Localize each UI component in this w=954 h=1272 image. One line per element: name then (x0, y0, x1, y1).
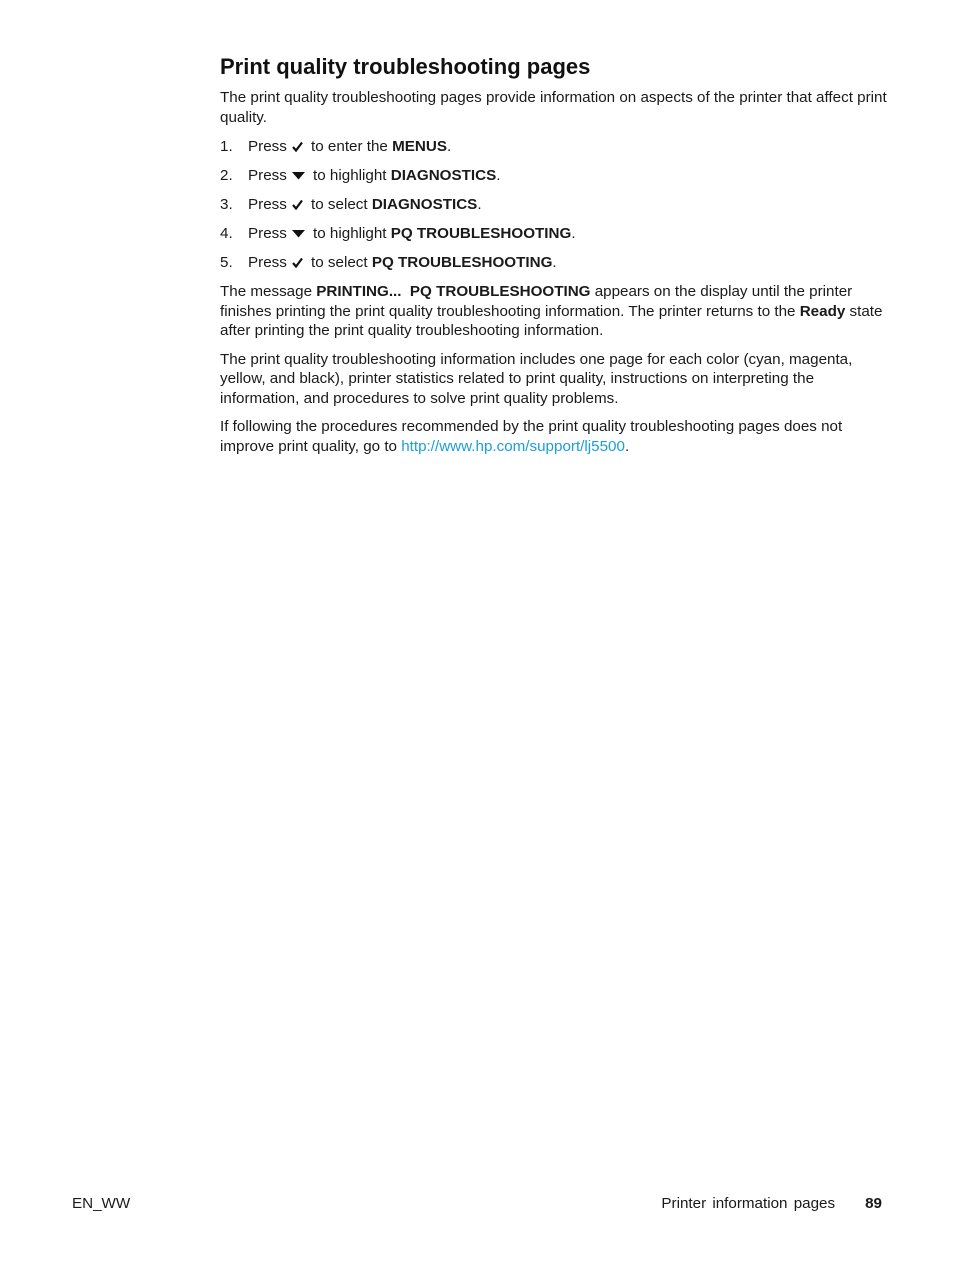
footer-locale: EN_WW (72, 1195, 131, 1212)
footer-section-title: Printer information pages (661, 1195, 836, 1212)
menu-item-name: DIAGNOSTICS (390, 167, 497, 184)
step-text: Press (248, 196, 287, 213)
checkmark-icon (292, 199, 303, 210)
step-text: to highlight (308, 225, 391, 242)
step-number: 5. (220, 254, 233, 271)
checkmark-icon (292, 257, 303, 268)
step-text: to highlight (308, 167, 391, 184)
step-text: Press (248, 167, 287, 184)
list-item: 5. Press to select PQ TROUBLESHOOTING. (220, 254, 557, 271)
menu-item-name: PQ TROUBLESHOOTING (390, 225, 572, 242)
page-number: 89 (865, 1195, 882, 1212)
step-number: 1. (220, 138, 233, 155)
step-number: 2. (220, 167, 233, 184)
information-paragraph: The print quality troubleshooting information includes one page for each color (cyan, magenta, yellow, and black), printer statistics related to print quality, instructions on interpreting the information, and procedures to solve print quality problems. (220, 350, 853, 407)
page-content (220, 52, 888, 456)
step-number: 4. (220, 225, 233, 242)
support-link[interactable]: http://www.hp.com/support/lj5500 (401, 437, 625, 455)
step-number: 3. (220, 196, 233, 213)
list-item: 4. Press to highlight PQ TROUBLESHOOTING. (220, 225, 576, 242)
list-item: 1. Press to enter the MENUS. (220, 138, 452, 155)
display-message: PRINTING... PQ TROUBLESHOOTING (316, 283, 591, 300)
intro-paragraph: The print quality troubleshooting pages provide information on aspects of the printer that affect print quality. (220, 89, 887, 126)
ready-state: Ready (799, 302, 846, 320)
menu-item-name: MENUS (392, 138, 447, 155)
down-arrow-icon (292, 230, 305, 238)
list-item: 2. Press to highlight DIAGNOSTICS. (220, 167, 501, 184)
menu-item-name: DIAGNOSTICS (371, 196, 478, 213)
step-text: to select (306, 254, 372, 271)
step-text: Press (248, 225, 287, 242)
step-text: Press (248, 138, 287, 155)
step-text: to enter the (306, 138, 393, 155)
support-paragraph: If following the procedures recommended by the print quality troubleshooting pages does not improve print quality, go to http://www.hp.com/support/lj5500. (220, 418, 843, 455)
checkmark-icon (292, 141, 303, 152)
menu-item-name: PQ TROUBLESHOOTING (371, 254, 553, 271)
step-text: Press (248, 254, 287, 271)
steps-list (220, 137, 888, 273)
step-text: to select (306, 196, 372, 213)
printing-message-paragraph: The message PRINTING... PQ TROUBLESHOOTING appears on the display until the printer finishes printing the print quality troubleshooting information. The printer returns to the Ready state after printing the print quality troubleshooting information. (220, 283, 883, 339)
down-arrow-icon (292, 172, 305, 180)
list-item: 3. Press to select DIAGNOSTICS. (220, 196, 482, 213)
page-title: Print quality troubleshooting pages (220, 54, 591, 79)
